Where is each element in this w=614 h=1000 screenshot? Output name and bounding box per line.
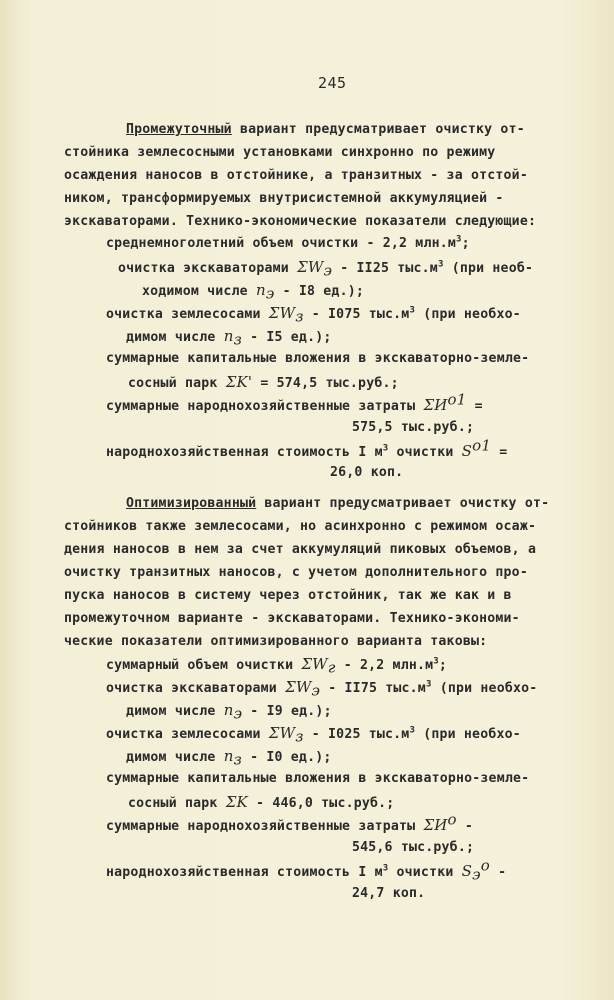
p1-line-3: осаждения наносов в отстойнике, а транзитных - за отстой- [64,168,528,183]
list1-item-dredgers: очистка землесосами $\Sigma W_з - I075$ $тыс.м^3$ (при необхо- [106,304,521,326]
p1-line-5: экскаваторами. Технико-экономические показатели следующие: [64,214,537,229]
list1-item-excavators: очистка экскаваторами $\Sigma W_э - II25$ $тыс.м^3$ (при необ- [118,258,534,280]
list2-item-unit-cost-value: 24,7 коп. [352,886,426,901]
list2-item-capital: суммарные капитальные вложения в экскаваторно-земле- [106,771,530,786]
list2-item-unit-cost: народнохозяйственная стоимость I $м^3$ очистки $S_э^o$ - [106,856,507,884]
p1-line-1: Промежуточный вариант предусматривает очистку от- [126,122,525,137]
list2-item-dredgers-cont: димом числе $n_з - I0$ ед.); [126,747,332,769]
list1-item-costs-value: 575,5 тыс.руб.; [352,420,475,435]
list1-item-unit-cost: народнохозяйственная стоимость I $м^3$ очистки $S^{o1}$ = [106,436,508,460]
list2-item-dredgers: очистка землесосами $\Sigma W_з - I025$ $тыс.м^3$ (при необхо- [106,724,521,746]
list1-item-volume: среднемноголетний объем очистки - 2,2 $млн.м^3$; [106,234,470,251]
p2-line-1: Оптимизированный вариант предусматривает очистку от- [126,496,550,511]
p2-line-3: дения наносов в нем за счет аккумуляций пиковых объемов, а [64,542,537,557]
term-intermediate: Промежуточный [126,122,232,137]
p1-line-2: стойника землесосными установками синхронно по режиму [64,145,496,160]
list1-item-capital: суммарные капитальные вложения в экскаваторно-земле- [106,351,530,366]
list1-item-dredgers-cont: димом числе $n_з - I5$ ед.); [126,327,332,349]
term-optimized: Оптимизированный [126,496,257,511]
list2-item-excavators: очистка экскаваторами $\Sigma W_э - II75$ $тыс.м^3$ (при необхо- [106,678,538,700]
list1-item-capital-cont: сосный парк ΣK' = 574,5 тыс.руб.; [128,373,399,391]
list1-item-costs: суммарные народнохозяйственные затраты $\Sigma И^{o1}$ = [106,390,483,414]
p2-line-2: стойников также землесосами, но асинхронно с режимом осаж- [64,519,537,534]
list2-item-costs-value: 545,6 тыс.руб.; [352,840,475,855]
p2-line-5: пуска наносов в систему через отстойник, так же как и в [64,588,512,603]
page-number: 245 [318,74,347,92]
p2-line-4: очистку транзитных наносов, с учетом дополнительного про- [64,565,528,580]
list1-item-unit-cost-value: 26,0 коп. [330,465,404,480]
list1-item-excavators-cont: ходимом числе $n_э - I8$ ед.); [142,281,364,303]
p1-line-4: ником, трансформируемых внутрисистемной аккумуляцией - [64,191,504,206]
p2-line-7: ческие показатели оптимизированного варианта таковы: [64,634,488,649]
list2-item-capital-cont: сосный парк ΣK - 446,0 тыс.руб.; [128,793,395,811]
list2-item-volume: суммарный объем очистки $\Sigma W_г - 2,2$ $млн.м^3$; [106,655,448,677]
p2-line-6: промежуточном варианте - экскаваторами. Технико-экономи- [64,611,520,626]
list2-item-costs: суммарные народнохозяйственные затраты $\Sigma И^o$ - [106,810,474,834]
list2-item-excavators-cont: димом числе $n_э - I9$ ед.); [126,701,332,723]
